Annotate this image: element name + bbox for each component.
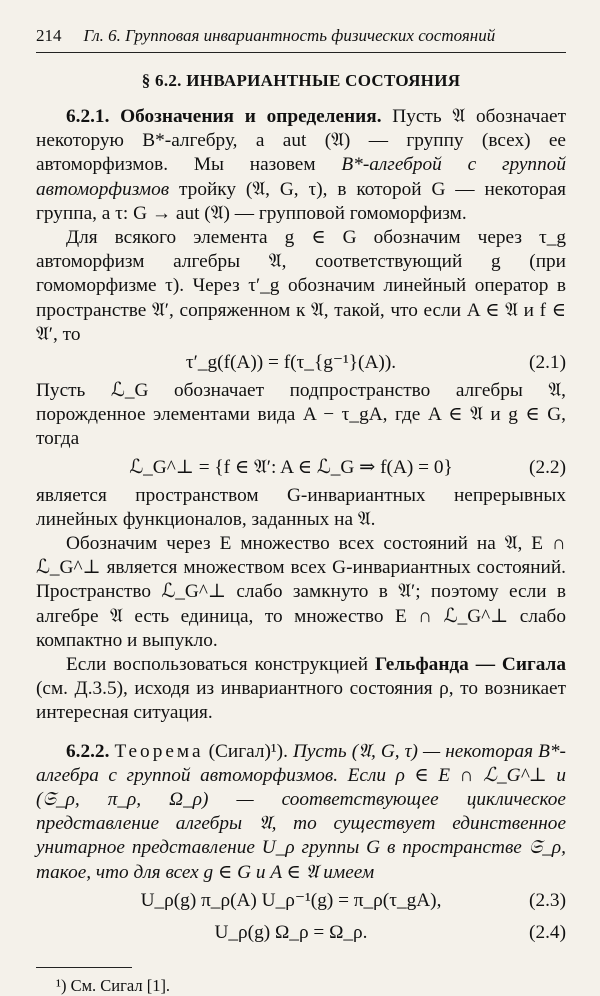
paragraph-automorphism: Для всякого элемента g ∈ G обозначим через τ_g автоморфизм алгебры 𝔄, соответствующий g (при гомоморфизме τ). Через τ′_g обозначим линейный оператор в пространстве 𝔄′, сопряженном к 𝔄, такой, что если A ∈ 𝔄 и f ∈ 𝔄′, то	[36, 227, 566, 345]
equation-2-4	[36, 917, 566, 949]
paragraph-subspace: Пусть ℒ_G обозначает подпространство алгебры 𝔄, порожденное элементами вида A − τ_gA, где A ∈ 𝔄 и g ∈ G, тогда	[36, 380, 566, 450]
equation-2-1	[36, 347, 566, 379]
footnote-rule	[36, 967, 132, 968]
running-title: Гл. 6. Групповая инвариантность физических состояний	[83, 26, 496, 45]
page	[36, 26, 566, 996]
equation-number: (2.3)	[529, 889, 566, 911]
section-title: § 6.2. ИНВАРИАНТНЫЕ СОСТОЯНИЯ	[141, 71, 461, 90]
paragraph-theorem: 6.2.2. Теорема (Сигал)¹). Пусть (𝔄, G, τ) — некоторая B*-алгебра с группой автоморфизмов. Если ρ ∈ E ∩ ℒ_G^⊥ и (𝔖_ρ, π_ρ, Ω_ρ) — соответствующее циклическое представление алгебры 𝔄, то существует единственное унитарное представление U_ρ группы G в пространстве 𝔖_ρ, такое, что для всех g ∈ G и A ∈ 𝔄 имеем	[36, 740, 566, 883]
footnote: ¹) См. Сигал [1].	[56, 975, 171, 995]
equation-body: τ′_g(f(A)) = f(τ_{g⁻¹}(A)).	[185, 351, 397, 373]
subsection-heading: 6.2.1. Обозначения и определения.	[66, 106, 382, 127]
theorem-label: Теорема	[114, 740, 204, 762]
page-number: 214	[36, 26, 62, 45]
running-header	[36, 26, 566, 46]
paragraph-states: Обозначим через E множество всех состояний на 𝔄, E ∩ ℒ_G^⊥ является множеством всех G-инвариантных состояний. Пространство ℒ_G^⊥ слабо замкнуто в 𝔄′; поэтому если в алгебре 𝔄 есть единица, то множество E ∩ ℒ_G^⊥ слабо компактно и выпукло.	[36, 533, 566, 651]
paragraph-invariant-functionals: является пространством G-инвариантных непрерывных линейных функционалов, заданных на 𝔄.	[36, 484, 566, 530]
equation-body: ℒ_G^⊥ = {f ∈ 𝔄′: A ∈ ℒ_G ⇒ f(A) = 0}	[129, 456, 453, 478]
equation-number: (2.4)	[529, 921, 566, 943]
equation-2-2	[36, 452, 566, 484]
equation-number: (2.2)	[529, 456, 566, 478]
equation-body: U_ρ(g) π_ρ(A) U_ρ⁻¹(g) = π_ρ(τ_gA),	[140, 889, 442, 911]
paragraph-gns: Если воспользоваться конструкцией Гельфанда — Сигала (см. Д.3.5), исходя из инвариантного состояния ρ, то возникает интересная ситуация.	[36, 654, 566, 724]
equation-number: (2.1)	[529, 351, 566, 373]
header-rule	[36, 52, 566, 53]
equation-2-3	[36, 885, 566, 917]
paragraph-definitions: 6.2.1. Обозначения и определения. Пусть 𝔄 обозначает некоторую B*-алгебру, а aut (𝔄) — группу (всех) ее автоморфизмов. Мы назовем B*-алгеброй с группой автоморфизмов тройку (𝔄, G, τ), в которой G — некоторая группа, а τ: G → aut (𝔄) — групповой гомоморфизм.	[36, 106, 566, 224]
subsection-heading: 6.2.2.	[66, 740, 110, 762]
equation-body: U_ρ(g) Ω_ρ = Ω_ρ.	[214, 921, 368, 943]
